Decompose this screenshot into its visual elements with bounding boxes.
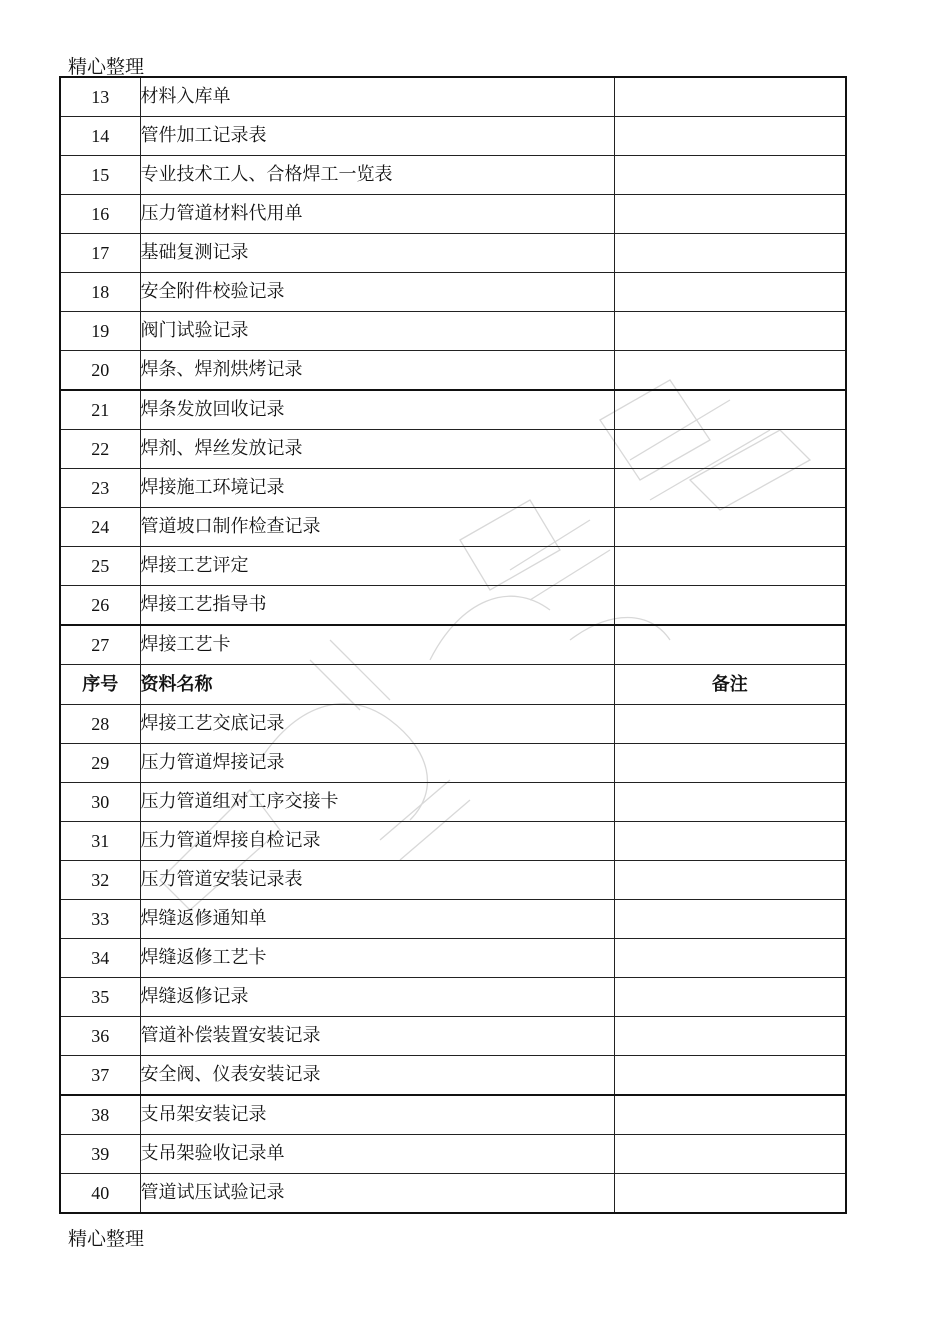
row-number: 37 bbox=[60, 1056, 140, 1096]
row-remark-cell bbox=[614, 822, 846, 861]
row-document-name: 安全附件校验记录 bbox=[140, 273, 614, 312]
row-number: 15 bbox=[60, 156, 140, 195]
row-remark-cell bbox=[614, 195, 846, 234]
table-row bbox=[60, 430, 846, 469]
row-document-name: 焊缝返修记录 bbox=[140, 978, 614, 1017]
table-body-bottom bbox=[60, 705, 846, 1214]
row-document-name: 管道补偿装置安装记录 bbox=[140, 1017, 614, 1056]
row-document-name: 焊缝返修工艺卡 bbox=[140, 939, 614, 978]
row-remark-cell bbox=[614, 861, 846, 900]
table-row bbox=[60, 547, 846, 586]
row-remark-cell bbox=[614, 1095, 846, 1135]
row-number: 20 bbox=[60, 351, 140, 391]
row-document-name: 压力管道焊接自检记录 bbox=[140, 822, 614, 861]
row-number: 34 bbox=[60, 939, 140, 978]
row-document-name: 材料入库单 bbox=[140, 77, 614, 117]
row-remark-cell bbox=[614, 156, 846, 195]
row-number: 25 bbox=[60, 547, 140, 586]
row-number: 39 bbox=[60, 1135, 140, 1174]
table-row bbox=[60, 1056, 846, 1096]
row-remark-cell bbox=[614, 77, 846, 117]
row-document-name: 压力管道焊接记录 bbox=[140, 744, 614, 783]
row-document-name: 管道坡口制作检查记录 bbox=[140, 508, 614, 547]
row-document-name: 焊缝返修通知单 bbox=[140, 900, 614, 939]
table-row bbox=[60, 312, 846, 351]
row-document-name: 阀门试验记录 bbox=[140, 312, 614, 351]
row-remark-cell bbox=[614, 900, 846, 939]
row-number: 27 bbox=[60, 625, 140, 665]
row-number: 31 bbox=[60, 822, 140, 861]
row-document-name: 焊接工艺卡 bbox=[140, 625, 614, 665]
row-number: 16 bbox=[60, 195, 140, 234]
table-row bbox=[60, 978, 846, 1017]
table-row bbox=[60, 1095, 846, 1135]
row-remark-cell bbox=[614, 312, 846, 351]
row-document-name: 焊接工艺交底记录 bbox=[140, 705, 614, 744]
table-body-top bbox=[60, 77, 846, 665]
table-row bbox=[60, 586, 846, 626]
row-number: 14 bbox=[60, 117, 140, 156]
row-remark-cell bbox=[614, 390, 846, 430]
table-row bbox=[60, 508, 846, 547]
page-header: 精心整理 bbox=[68, 56, 145, 78]
table-row bbox=[60, 1017, 846, 1056]
table-row bbox=[60, 77, 846, 117]
table-row bbox=[60, 900, 846, 939]
table-row bbox=[60, 744, 846, 783]
row-remark-cell bbox=[614, 586, 846, 626]
row-document-name: 压力管道安装记录表 bbox=[140, 861, 614, 900]
table-row bbox=[60, 156, 846, 195]
row-number: 28 bbox=[60, 705, 140, 744]
row-number: 18 bbox=[60, 273, 140, 312]
row-remark-cell bbox=[614, 547, 846, 586]
table-row bbox=[60, 625, 846, 665]
row-number: 19 bbox=[60, 312, 140, 351]
table-row bbox=[60, 390, 846, 430]
row-remark-cell bbox=[614, 1056, 846, 1096]
row-document-name: 管件加工记录表 bbox=[140, 117, 614, 156]
row-document-name: 焊条、焊剂烘烤记录 bbox=[140, 351, 614, 391]
row-remark-cell bbox=[614, 1135, 846, 1174]
row-number: 38 bbox=[60, 1095, 140, 1135]
row-number: 33 bbox=[60, 900, 140, 939]
table-row bbox=[60, 939, 846, 978]
table-row bbox=[60, 705, 846, 744]
header-col-name: 资料名称 bbox=[140, 665, 614, 705]
row-document-name: 安全阀、仪表安装记录 bbox=[140, 1056, 614, 1096]
row-document-name: 压力管道组对工序交接卡 bbox=[140, 783, 614, 822]
row-number: 40 bbox=[60, 1174, 140, 1214]
table-row bbox=[60, 351, 846, 391]
row-document-name: 焊条发放回收记录 bbox=[140, 390, 614, 430]
row-remark-cell bbox=[614, 234, 846, 273]
row-document-name: 基础复测记录 bbox=[140, 234, 614, 273]
table-header-body bbox=[60, 665, 846, 705]
row-remark-cell bbox=[614, 978, 846, 1017]
row-remark-cell bbox=[614, 625, 846, 665]
row-number: 23 bbox=[60, 469, 140, 508]
row-remark-cell bbox=[614, 783, 846, 822]
table-row bbox=[60, 861, 846, 900]
row-document-name: 焊接工艺指导书 bbox=[140, 586, 614, 626]
row-remark-cell bbox=[614, 744, 846, 783]
row-document-name: 支吊架验收记录单 bbox=[140, 1135, 614, 1174]
row-remark-cell bbox=[614, 273, 846, 312]
row-remark-cell bbox=[614, 1174, 846, 1214]
table-row bbox=[60, 1135, 846, 1174]
row-remark-cell bbox=[614, 939, 846, 978]
table-header-row bbox=[60, 665, 846, 705]
table-row bbox=[60, 273, 846, 312]
table-row bbox=[60, 195, 846, 234]
row-document-name: 焊剂、焊丝发放记录 bbox=[140, 430, 614, 469]
row-number: 22 bbox=[60, 430, 140, 469]
table-row bbox=[60, 1174, 846, 1214]
table-row bbox=[60, 117, 846, 156]
row-number: 17 bbox=[60, 234, 140, 273]
row-remark-cell bbox=[614, 1017, 846, 1056]
header-col-num: 序号 bbox=[60, 665, 140, 705]
row-remark-cell bbox=[614, 469, 846, 508]
row-document-name: 支吊架安装记录 bbox=[140, 1095, 614, 1135]
table-row bbox=[60, 822, 846, 861]
row-number: 36 bbox=[60, 1017, 140, 1056]
page-footer: 精心整理 bbox=[68, 1228, 145, 1250]
row-number: 35 bbox=[60, 978, 140, 1017]
row-document-name: 焊接施工环境记录 bbox=[140, 469, 614, 508]
row-remark-cell bbox=[614, 430, 846, 469]
row-remark-cell bbox=[614, 508, 846, 547]
row-number: 21 bbox=[60, 390, 140, 430]
row-remark-cell bbox=[614, 705, 846, 744]
row-document-name: 专业技术工人、合格焊工一览表 bbox=[140, 156, 614, 195]
row-remark-cell bbox=[614, 351, 846, 391]
row-number: 26 bbox=[60, 586, 140, 626]
row-document-name: 管道试压试验记录 bbox=[140, 1174, 614, 1214]
row-document-name: 压力管道材料代用单 bbox=[140, 195, 614, 234]
header-col-remark: 备注 bbox=[614, 665, 846, 705]
table-row bbox=[60, 469, 846, 508]
row-number: 29 bbox=[60, 744, 140, 783]
table-row bbox=[60, 783, 846, 822]
row-remark-cell bbox=[614, 117, 846, 156]
document-table bbox=[59, 76, 847, 1214]
row-document-name: 焊接工艺评定 bbox=[140, 547, 614, 586]
row-number: 13 bbox=[60, 77, 140, 117]
table-row bbox=[60, 234, 846, 273]
row-number: 24 bbox=[60, 508, 140, 547]
row-number: 30 bbox=[60, 783, 140, 822]
row-number: 32 bbox=[60, 861, 140, 900]
